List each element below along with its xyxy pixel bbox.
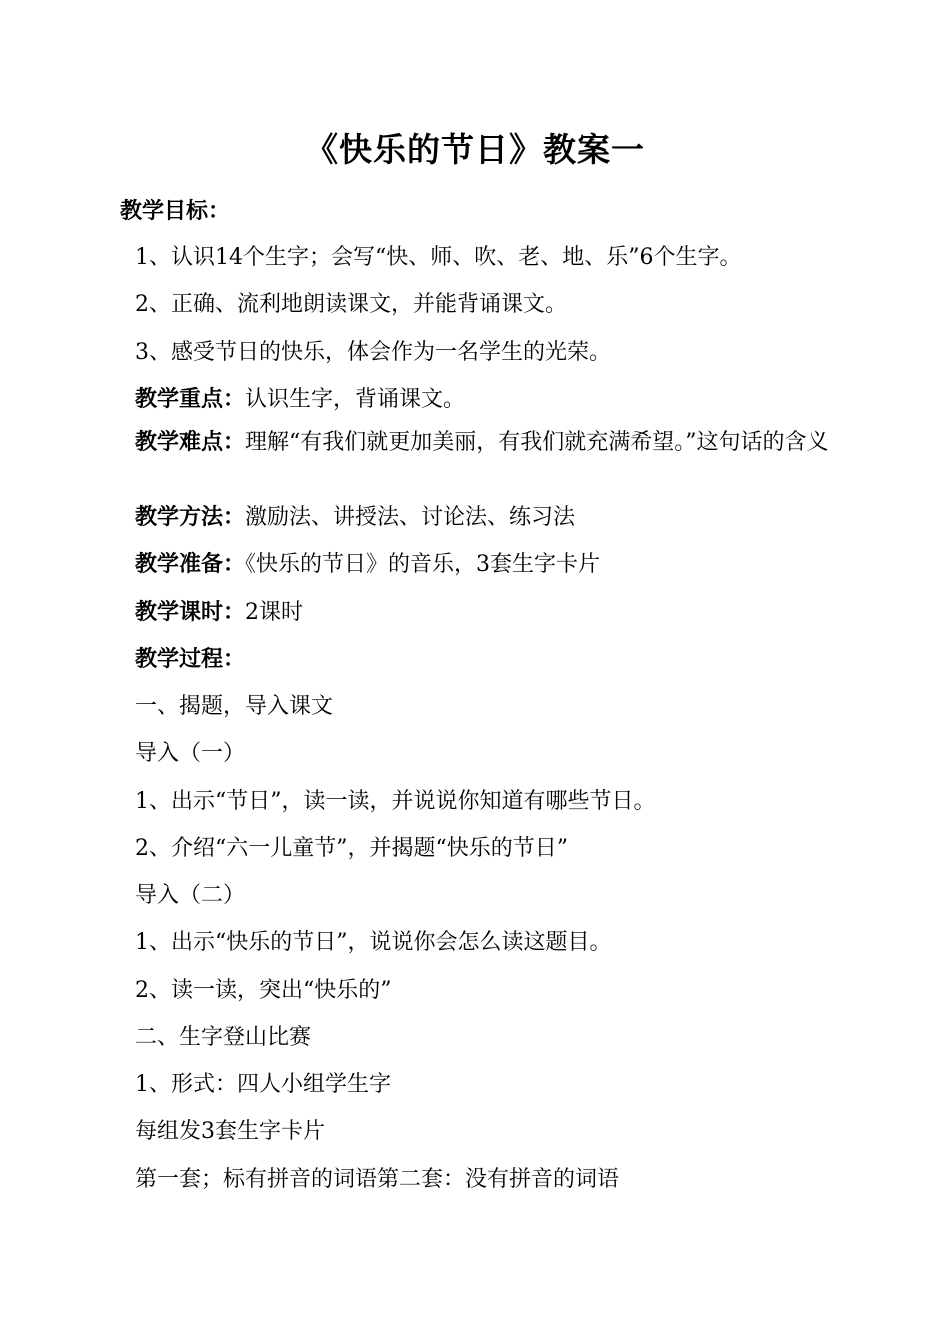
key-points-text: 认识生字，背诵课文。 [245, 387, 466, 412]
hours-label: 教学课时： [135, 600, 246, 625]
difficulty-text: 理解“有我们就更加美丽，有我们就充满希望。”这句话的含义 [245, 430, 829, 455]
process-step: 导入（二） [135, 883, 246, 908]
process-step: 1、出示“快乐的节日”，说说你会怎么读这题目。 [135, 930, 612, 955]
objective-item: 2、正确、流利地朗读课文，并能背诵课文。 [135, 292, 567, 317]
preparation-line [135, 551, 600, 579]
difficulty-paragraph [88, 426, 878, 459]
key-points-line [135, 386, 465, 414]
process-heading: 教学过程： [135, 647, 246, 672]
hours-text: 2课时 [245, 600, 304, 625]
process-step: 2、介绍“六一儿童节”，并揭题“快乐的节日” [135, 836, 568, 861]
process-step: 1、出示“节日”，读一读，并说说你知道有哪些节日。 [135, 789, 656, 814]
method-text: 激励法、讲授法、讨论法、练习法 [245, 505, 576, 530]
difficulty-label: 教学难点： [135, 430, 246, 455]
process-step: 第一套；标有拼音的词语第二套：没有拼音的词语 [135, 1167, 620, 1192]
process-step: 一、揭题，导入课文 [135, 694, 334, 719]
hours-line [135, 599, 303, 627]
objective-item: 3、感受节日的快乐，体会作为一名学生的光荣。 [135, 340, 611, 365]
process-step: 1、形式：四人小组学生字 [135, 1072, 391, 1097]
process-step: 2、读一读，突出“快乐的” [135, 978, 392, 1003]
method-line [135, 504, 575, 532]
objectives-heading: 教学目标： [120, 199, 231, 224]
objective-item: 1、认识14个生字；会写“快、师、吹、老、地、乐”6个生字。 [135, 245, 742, 270]
method-label: 教学方法： [135, 505, 246, 530]
process-step: 二、生字登山比赛 [135, 1025, 312, 1050]
process-step: 每组发3套生字卡片 [135, 1119, 325, 1144]
preparation-label: 教学准备： [135, 552, 246, 577]
key-points-label: 教学重点： [135, 387, 246, 412]
preparation-text: 《快乐的节日》的音乐，3套生字卡片 [245, 552, 601, 577]
process-step: 导入（一） [135, 741, 246, 766]
document-title: 《快乐的节日》教案一 [305, 130, 645, 169]
